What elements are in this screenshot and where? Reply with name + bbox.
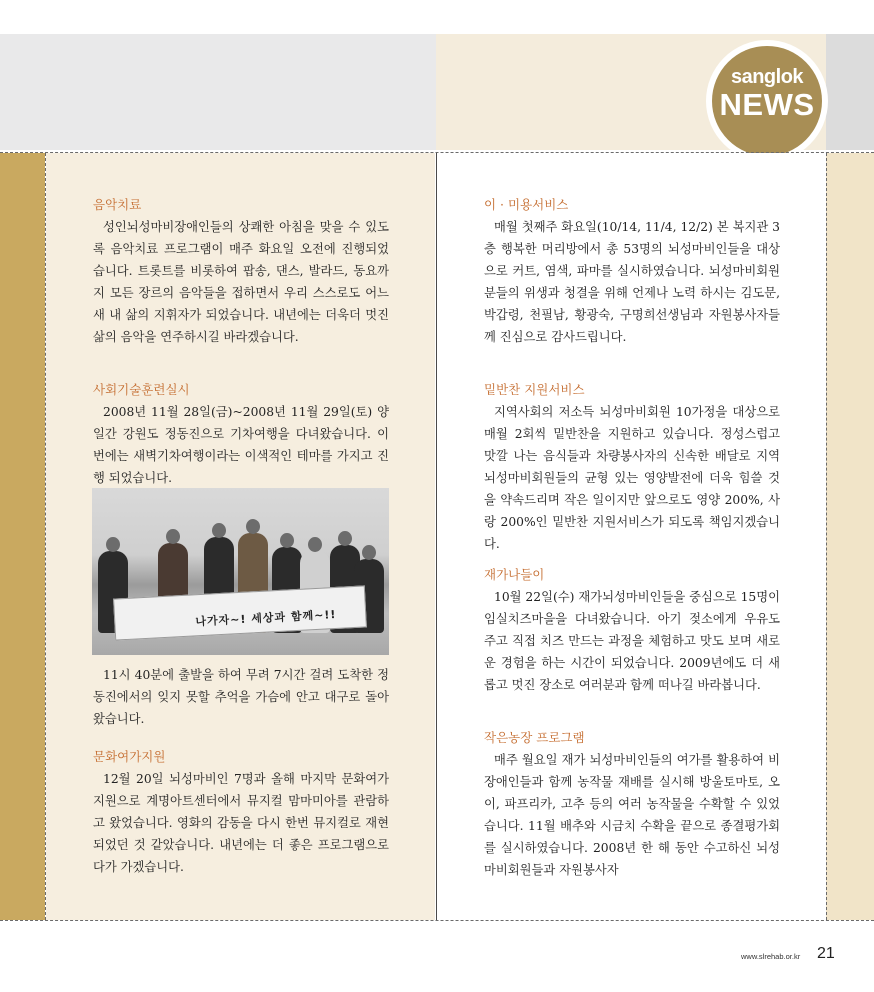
section-body: 성인뇌성마비장애인들의 상쾌한 아침을 맞을 수 있도록 음악치료 프로그램이 매주 화요일 오전에 진행되었습니다. 트롯트를 비롯하여 팝송, 댄스, 발라드, 동요까지 모든 장르의 음악들을 접하면서 우리 스스로도 어느새 내 삶의 지휘자가 되었습니다. 내년에는 더욱더 멋진 삶의 음악을 연주하시길 바라겠습니다. bbox=[93, 220, 389, 344]
music-therapy-section bbox=[93, 196, 389, 348]
left-accent-strip bbox=[0, 153, 45, 920]
social-skills-section bbox=[93, 381, 389, 489]
section-body: 매월 첫째주 화요일(10/14, 11/4, 12/2) 본 복지관 3층 행복한 머리방에서 총 53명의 뇌성마비인들을 대상으로 커트, 염색, 파마를 실시하였습니다. 뇌성마비회원분들의 위생과 청결을 위해 언제나 노력 하시는 김도문, 박갑령, 천필남, 황광숙, 구명희선생님과 자원봉사자들께 진심으로 감사드립니다. bbox=[484, 220, 780, 344]
page-number: 21 bbox=[817, 945, 835, 962]
logo-top-text: sanglok bbox=[730, 66, 804, 88]
column-divider bbox=[436, 153, 437, 920]
group-trip-photo bbox=[92, 488, 389, 655]
section-body: 2008년 11월 28일(금)~2008년 11월 29일(토) 양일간 강원도 정동진으로 기차여행을 다녀왔습니다. 이번에는 새벽기차여행이라는 이색적인 테마를 가지고 진행 되었습니다. bbox=[93, 405, 389, 485]
top-divider bbox=[0, 152, 874, 153]
beauty-service-section bbox=[484, 196, 780, 348]
photo-banner bbox=[113, 585, 367, 640]
section-title: 이 · 미용서비스 bbox=[484, 197, 569, 212]
right-strip-divider bbox=[826, 153, 827, 920]
home-outing-section bbox=[484, 566, 780, 696]
section-body: 12월 20일 뇌성마비인 7명과 올해 마지막 문화여가지원으로 계명아트센터에서 뮤지컬 맘마미아를 관람하고 왔었습니다. 영화의 감동을 다시 한번 뮤지컬로 재현 되었던 것 같았습니다. 내년에는 더 좋은 프로그램으로 다가 가겠습니다. bbox=[93, 772, 389, 874]
banner-text: 나가자~! 세상과 함께~!! bbox=[195, 607, 337, 629]
section-body: 지역사회의 저소득 뇌성마비회원 10가정을 대상으로 매월 2회씩 밑반찬을 지원하고 있습니다. 정성스럽고 맛깔 나는 음식들과 차량봉사자의 신속한 배달로 지역 뇌성마비회원들의 균형 있는 영양발전에 더욱 힘쓸 것을 약속드리며 작은 일이지만 앞으로도 영양 200%, 사랑 200%인 밑반찬 지원서비스가 되도록 책임지겠습니다. bbox=[484, 405, 780, 551]
section-body: 매주 월요일 재가 뇌성마비인들의 여가를 활용하여 비장애인들과 함께 농작물 재배를 실시해 방울토마토, 오이, 파프리카, 고추 등의 여러 농작물을 수확할 수 있었습니다. 11월 배추와 시금치 수확을 끝으로 종결평가회를 실시하였습니다. 2008년 한 해 동안 수고하신 뇌성마비회원들과 자원봉사자 bbox=[484, 753, 780, 877]
logo-bottom-text: NEWS bbox=[719, 87, 815, 122]
header-corner-strip bbox=[826, 34, 874, 150]
section-title: 재가나들이 bbox=[484, 567, 545, 582]
right-accent-strip bbox=[826, 153, 874, 920]
header-band-left bbox=[0, 34, 436, 150]
trip-result-section bbox=[93, 664, 389, 730]
left-strip-divider bbox=[45, 153, 46, 920]
small-farm-section bbox=[484, 729, 780, 881]
footer-url: www.slrehab.or.kr bbox=[741, 952, 801, 961]
section-body: 10월 22일(수) 재가뇌성마비인들을 중심으로 15명이 임실치즈마을을 다녀왔습니다. 아기 젖소에게 우유도 주고 직접 치즈 만드는 과정을 체험하고 맛도 보며 새로운 경험을 하는 시간이 되었습니다. 2009년에도 더 새롭고 멋진 장소로 여러분과 함께 떠나길 바라봅니다. bbox=[484, 590, 780, 692]
section-title: 밑반찬 지원서비스 bbox=[484, 382, 585, 397]
section-title: 문화여가지원 bbox=[93, 749, 166, 764]
section-title: 작은농장 프로그램 bbox=[484, 730, 585, 745]
section-body: 11시 40분에 출발을 하여 무려 7시간 걸려 도착한 정동진에서의 잊지 못할 추억을 가슴에 안고 대구로 돌아 왔습니다. bbox=[93, 668, 389, 726]
section-title: 사회기술훈련실시 bbox=[93, 382, 190, 397]
culture-leisure-section bbox=[93, 748, 389, 878]
sanglok-news-logo bbox=[712, 46, 822, 156]
bottom-divider bbox=[0, 920, 874, 921]
side-dish-section bbox=[484, 381, 780, 555]
section-title: 음악치료 bbox=[93, 197, 142, 212]
